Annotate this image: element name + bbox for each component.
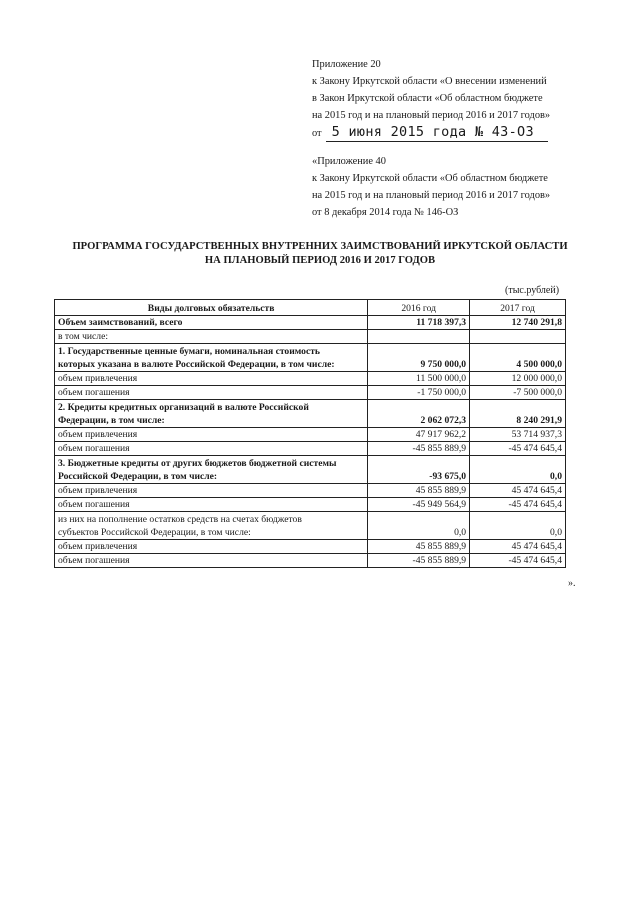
closing-quote-mark: ».: [568, 578, 576, 589]
row-name: объем привлечения: [55, 428, 368, 442]
row-2017: 4 500 000,0: [470, 344, 566, 372]
table-row: [55, 344, 566, 372]
table-header-row: [55, 300, 566, 316]
annex-original-line: «Приложение 40: [312, 156, 386, 167]
row-name: [55, 400, 368, 428]
table-row: [55, 400, 566, 428]
document-title: [50, 240, 590, 268]
row-name: [55, 512, 368, 540]
annex-current-line: к Закону Иркутской области «О внесении изменений: [312, 76, 547, 87]
table-row: [55, 554, 566, 568]
row-name: объем привлечения: [55, 540, 368, 554]
header-2016: 2016 год: [368, 300, 470, 316]
row-2017: 45 474 645,4: [470, 484, 566, 498]
annex-current-line: Приложение 20: [312, 59, 381, 70]
row-2017: -45 474 645,4: [470, 442, 566, 456]
borrowing-table: [54, 299, 566, 568]
row-2017: 12 740 291,8: [470, 316, 566, 330]
row-2016: 2 062 072,3: [368, 400, 470, 428]
row-2017: 12 000 000,0: [470, 372, 566, 386]
annex-current-line: на 2015 год и на плановый период 2016 и 2017 годов»: [312, 110, 551, 121]
row-2017: 8 240 291,9: [470, 400, 566, 428]
row-name-line: Российской Федерации, в том числе:: [58, 471, 218, 482]
table-row: [55, 484, 566, 498]
annex-current-line: в Закон Иркутской области «Об областном бюджете: [312, 93, 543, 104]
row-2016: [368, 330, 470, 344]
row-2016: 47 917 962,2: [368, 428, 470, 442]
annex-original-line: на 2015 год и на плановый период 2016 и 2017 годов»: [312, 190, 551, 201]
row-2017: -45 474 645,4: [470, 554, 566, 568]
row-2017: -7 500 000,0: [470, 386, 566, 400]
row-name: объем погашения: [55, 386, 368, 400]
row-name-line: 2. Кредиты кредитных организаций в валюте Российской: [58, 402, 309, 413]
row-name: Объем заимствований, всего: [55, 316, 368, 330]
row-name-line: субъектов Российской Федерации, в том числе:: [58, 527, 251, 538]
table-row: [55, 442, 566, 456]
row-2016: 9 750 000,0: [368, 344, 470, 372]
table-row: [55, 498, 566, 512]
row-2016: 11 718 397,3: [368, 316, 470, 330]
annex-original-line: к Закону Иркутской области «Об областном бюджете: [312, 173, 548, 184]
row-name: в том числе:: [55, 330, 368, 344]
row-name: [55, 456, 368, 484]
row-name: объем привлечения: [55, 484, 368, 498]
row-2017: [470, 330, 566, 344]
order-date-number: 5 июня 2015 года № 43-ОЗ: [326, 124, 548, 142]
table-row: [55, 540, 566, 554]
row-name: объем погашения: [55, 554, 368, 568]
row-2017: 0,0: [470, 512, 566, 540]
table-row: [55, 428, 566, 442]
row-2016: 0,0: [368, 512, 470, 540]
row-2017: 53 714 937,3: [470, 428, 566, 442]
annex-original-header: [312, 153, 550, 221]
row-2017: 45 474 645,4: [470, 540, 566, 554]
row-2016: 45 855 889,9: [368, 484, 470, 498]
row-name: [55, 344, 368, 372]
table-row: [55, 386, 566, 400]
row-2016: -93 675,0: [368, 456, 470, 484]
row-2016: 11 500 000,0: [368, 372, 470, 386]
row-name: объем привлечения: [55, 372, 368, 386]
title-line: ПРОГРАММА ГОСУДАРСТВЕННЫХ ВНУТРЕННИХ ЗАИМСТВОВАНИЙ ИРКУТСКОЙ ОБЛАСТИ: [72, 241, 568, 252]
units-label: (тыс.рублей): [505, 285, 560, 296]
title-line: НА ПЛАНОВЫЙ ПЕРИОД 2016 И 2017 ГОДОВ: [204, 255, 436, 266]
header-2017: 2017 год: [470, 300, 566, 316]
row-name-line: 3. Бюджетные кредиты от других бюджетов бюджетной системы: [58, 458, 337, 469]
row-2016: -45 949 564,9: [368, 498, 470, 512]
row-name-line: из них на пополнение остатков средств на счетах бюджетов: [58, 514, 302, 525]
row-2016: -45 855 889,9: [368, 554, 470, 568]
table-row: [55, 512, 566, 540]
row-2016: -45 855 889,9: [368, 442, 470, 456]
row-name-line: которых указана в валюте Российской Федерации, в том числе:: [58, 359, 335, 370]
annex-original-line: от 8 декабря 2014 года № 146-ОЗ: [312, 207, 459, 218]
row-name-line: 1. Государственные ценные бумаги, номинальная стоимость: [58, 346, 321, 357]
row-name: объем погашения: [55, 498, 368, 512]
row-2016: -1 750 000,0: [368, 386, 470, 400]
table-row: [55, 330, 566, 344]
annex-current-header: [312, 56, 550, 142]
order-prefix: от: [312, 128, 322, 139]
table-row: [55, 316, 566, 330]
row-2017: 0,0: [470, 456, 566, 484]
table-row: [55, 372, 566, 386]
order-line: [312, 124, 550, 142]
table-row: [55, 456, 566, 484]
row-name: объем погашения: [55, 442, 368, 456]
row-name-line: Федерации, в том числе:: [58, 415, 165, 426]
header-name: Виды долговых обязательств: [55, 300, 368, 316]
row-2017: -45 474 645,4: [470, 498, 566, 512]
row-2016: 45 855 889,9: [368, 540, 470, 554]
